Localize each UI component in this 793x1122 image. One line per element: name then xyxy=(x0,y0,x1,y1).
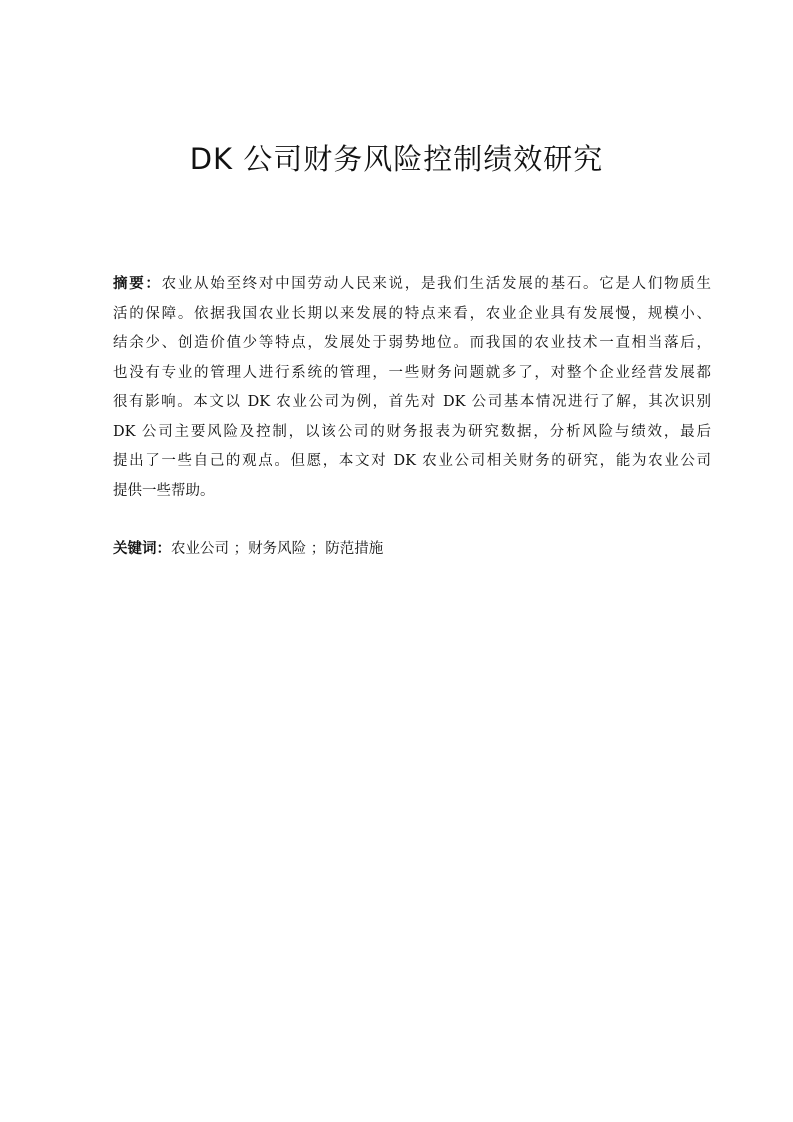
abstract-text: 农业从始至终对中国劳动人民来说，是我们生活发展的基石。它是人们物质生 xyxy=(161,276,711,292)
abstract-line: 结余少、创造价值少等特点，发展处于弱势地位。而我国的农业技术一直相当落后， xyxy=(113,335,711,351)
abstract-label: 摘要： xyxy=(113,276,162,292)
abstract-line: 很有影响。本文以 DK 农业公司为例，首先对 DK 公司基本情况进行了解，其次识别 xyxy=(113,394,711,410)
abstract-line: 提出了一些自己的观点。但愿，本文对 DK 农业公司相关财务的研究，能为农业公司 xyxy=(113,453,711,469)
keywords-items: 农业公司 ；财务风险 ；防范措施 xyxy=(171,541,384,557)
abstract-line xyxy=(113,270,711,300)
page-title: DK 公司财务风险控制绩效研究 xyxy=(189,142,604,176)
abstract-section xyxy=(113,270,711,506)
abstract-line: 活的保障。依据我国农业长期以来发展的特点来看，农业企业具有发展慢，规模小、 xyxy=(113,305,711,322)
abstract-line: 也没有专业的管理人进行系统的管理，一些财务问题就多了，对整个企业经营发展都 xyxy=(113,364,711,381)
abstract-line: DK 公司主要风险及控制，以该公司的财务报表为研究数据，分析风险与绩效，最后 xyxy=(113,423,711,440)
abstract-line: 提供一些帮助。 xyxy=(113,482,215,499)
keywords-line xyxy=(113,535,383,565)
keywords-label: 关键词： xyxy=(113,541,171,557)
